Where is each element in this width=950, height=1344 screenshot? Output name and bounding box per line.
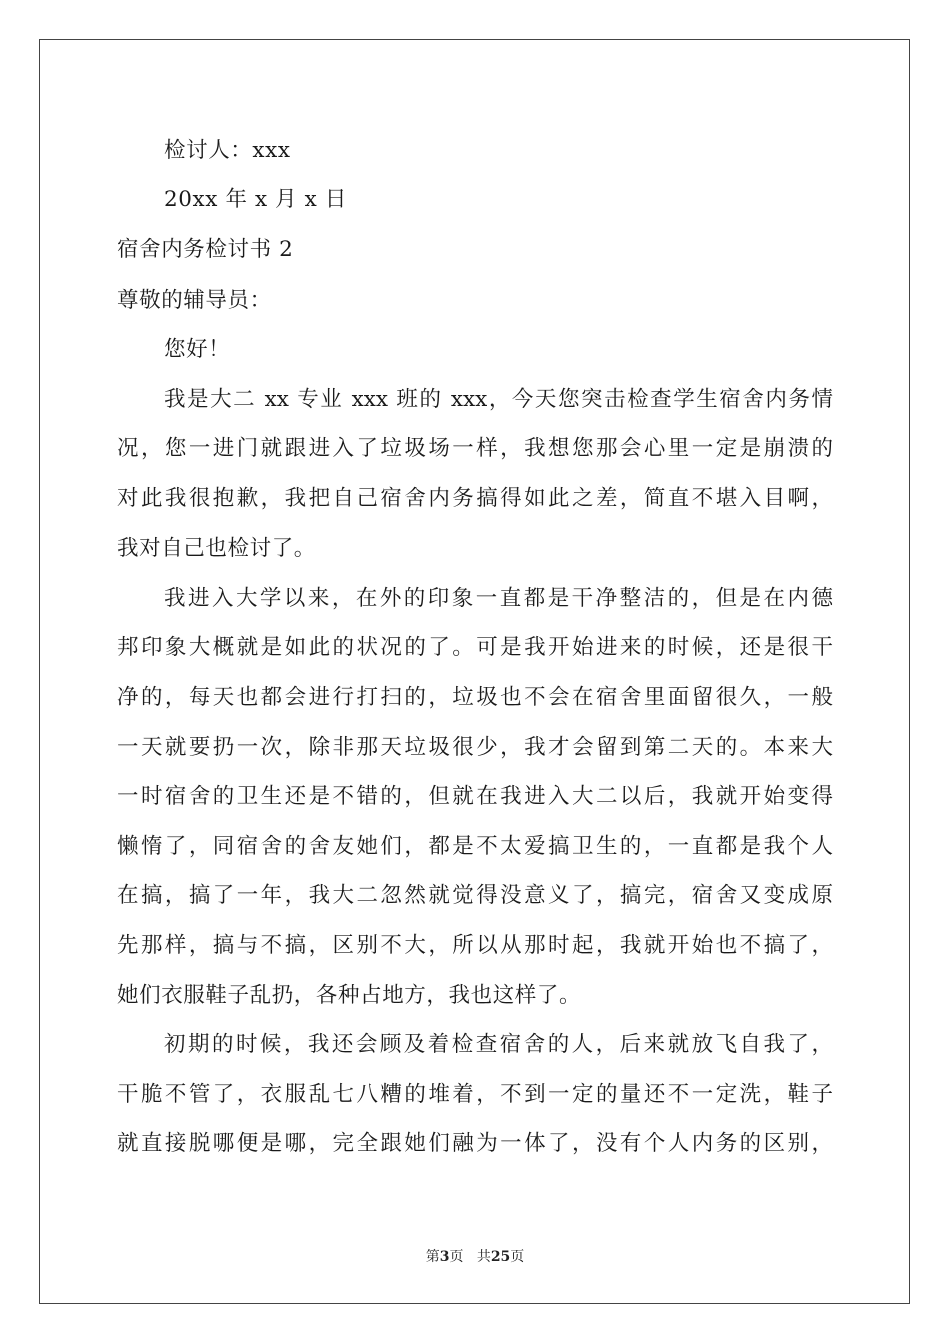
body-line: 初期的时候，我还会顾及着检查宿舍的人，后来就放飞自我了，: [164, 1032, 833, 1057]
page-border: [39, 39, 910, 1304]
body-line: 先那样，搞与不搞，区别不大，所以从那时起，我就开始也不搞了，: [117, 933, 833, 958]
body-line: 一时宿舍的卫生还是不错的，但就在我进入大二以后，我就开始变得: [117, 784, 833, 809]
body-line: 况，您一进门就跟进入了垃圾场一样，我想您那会心里一定是崩溃的: [117, 436, 833, 461]
body-line: 我是大二 xx 专业 xxx 班的 xxx，今天您突击检查学生宿舍内务情: [164, 387, 833, 412]
body-line: 她们衣服鞋子乱扔，各种占地方，我也这样了。: [117, 983, 582, 1008]
body-line: 干脆不管了，衣服乱七八糟的堆着，不到一定的量还不一定洗，鞋子: [117, 1082, 833, 1107]
body-line: 我对自己也检讨了。: [117, 536, 316, 561]
greeting: 您好！: [164, 337, 231, 362]
total-prefix: 共: [476, 1249, 491, 1265]
page-suffix: 页: [449, 1249, 464, 1265]
page-footer: [0, 1247, 950, 1267]
page-prefix: 第: [425, 1249, 440, 1265]
body-line: 邦印象大概就是如此的状况的了。可是我开始进来的时候，还是很干: [117, 635, 833, 660]
signature-line: 检讨人：xxx: [164, 138, 291, 163]
salutation: 尊敬的辅导员：: [117, 288, 272, 313]
body-line: 对此我很抱歉，我把自己宿舍内务搞得如此之差，简直不堪入目啊，: [117, 486, 833, 511]
body-line: 一天就要扔一次，除非那天垃圾很少，我才会留到第二天的。本来大: [117, 735, 833, 760]
date-line: 20xx 年 x 月 x 日: [164, 187, 347, 212]
body-line: 我进入大学以来，在外的印象一直都是干净整洁的，但是在内德: [164, 586, 833, 611]
body-line: 懒惰了，同宿舍的舍友她们，都是不太爱搞卫生的，一直都是我个人: [117, 834, 833, 859]
total-pages: 25: [490, 1249, 511, 1265]
body-line: 在搞，搞了一年，我大二忽然就觉得没意义了，搞完，宿舍又变成原: [117, 883, 833, 908]
section-title: 宿舍内务检讨书 2: [117, 237, 294, 262]
page-number: 3: [439, 1249, 450, 1265]
total-suffix: 页: [510, 1249, 525, 1265]
body-line: 就直接脱哪便是哪，完全跟她们融为一体了，没有个人内务的区别，: [117, 1131, 833, 1156]
body-line: 净的，每天也都会进行打扫的，垃圾也不会在宿舍里面留很久，一般: [117, 685, 833, 710]
